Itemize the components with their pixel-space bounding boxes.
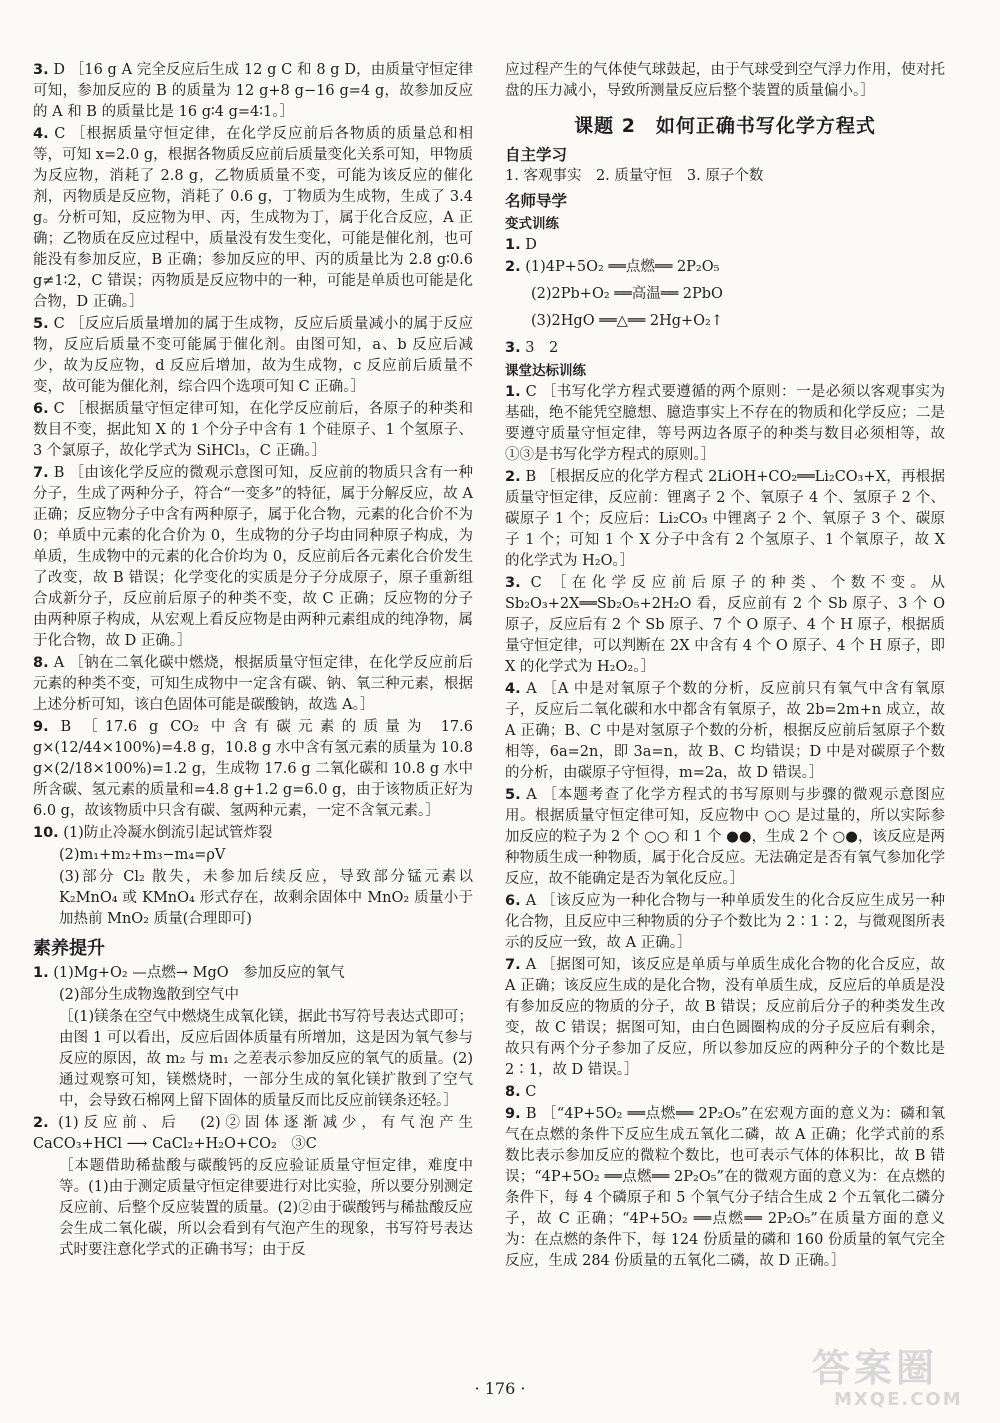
answer-subline: (2)m₁+m₂+m₃−m₄=ρV xyxy=(59,847,226,863)
answer-item xyxy=(33,463,473,652)
answer-item xyxy=(505,1104,945,1272)
item-number: 3. xyxy=(33,62,49,78)
item-number: 4. xyxy=(505,681,521,697)
equation-line: (3)2HgO ══△══ 2Hg+O₂↑ xyxy=(531,313,724,329)
item-text: B ［17.6 g CO₂ 中含有碳元素的质量为 17.6 g×(12/44×100%)=4.8 g，10.8 g 水中含有氢元素的质量为 10.8 g×(2/18×100%)=1.2 g，生成物 17.6 g 二氧化碳和 10.8 g 水中所含碳、氢元素的质量和=4.8 g+1.2 g=6.0 g，由于该物质正好为 6.0 g，故该物质中只含有碳、氢两种元素，一定不含氧元素。］ xyxy=(33,719,473,819)
item-number: 9. xyxy=(505,1106,521,1122)
item-text: A ［该反应为一种化合物与一种单质发生的化合反应生成另一种化合物，且反应中三种物质的分子个数比为 2∶1∶2，与微观图所表示的反应一致，故 A 正确。］ xyxy=(505,893,946,951)
answer-item xyxy=(33,1113,488,1155)
item-number: 3. xyxy=(505,340,521,356)
answer-item xyxy=(33,823,473,844)
answer-item xyxy=(505,573,945,678)
item-number: 8. xyxy=(505,1084,521,1100)
paragraph: 应过程产生的气体使气球鼓起，由于气球受到空气浮力作用，使对托盘的压力减小，导致所测量反应后整个装置的质量偏小。］ xyxy=(505,62,945,99)
answer-item xyxy=(33,399,473,462)
watermark-url: MXQE.COM xyxy=(834,1389,963,1410)
item-number: 1. xyxy=(505,237,521,253)
answer-item xyxy=(33,963,473,984)
item-number: 7. xyxy=(505,957,521,973)
answer-subline: (2)部分生成物逸散到空气中 xyxy=(59,987,240,1003)
item-text: C ［根据质量守恒定律，在化学反应前后各物质的质量总和相等，可知 x=2.0 g，根据各物质反应前后质量变化关系可知，甲物质为反应物，消耗了 2.8 g，乙物质质量不变，可能为该反应的催化剂，丙物质是反应物，消耗了 0.6 g，丁物质为生成物，生成了 3.4 g。分析可知，反应物为甲、丙，生成物为丁，属于化合反应，A 正确；乙物质在反应过程中，质量没有发生变化，可能是催化剂，也可能没有参加反应，B 正确；参加反应的甲、丙的质量比为 2.8 g∶0.6 g≠1∶2，C 错误；丙物质是反应物中的一种，可能是单质也可能是化合物，D 正确。］ xyxy=(33,126,474,310)
answer-item xyxy=(505,235,945,256)
item-number: 8. xyxy=(33,655,49,671)
item-text: C ［反应后质量增加的属于生成物，反应后质量减小的属于反应物，反应后质量不变可能属于催化剂。由图可知，a、b 反应后减少，故为反应物，d 反应后增加，故为生成物，c 反应前后质量不变，故可能为催化剂，综合四个选项可知 C 正确。］ xyxy=(33,316,474,395)
answer-item xyxy=(33,60,473,123)
item-number: 7. xyxy=(33,465,49,481)
item-text: D xyxy=(525,237,537,253)
item-text: B ［根据反应的化学方程式 2LiOH+CO₂══Li₂CO₃+X，再根据质量守恒定律，反应前：锂离子 2 个、氧原子 4 个、氢原子 2 个、碳原子 1 个；反应后：Li₂CO₃ 中锂离子 2 个、氧原子 3 个、碳原子 1 个；可知 1 个 X 分子中含有 2 个氢原子、1 个氧原子，故 X 的化学式为 H₂O。］ xyxy=(505,469,945,569)
watermark-text: 答案圈 xyxy=(812,1346,939,1390)
section-heading: 素养提升 xyxy=(33,938,105,959)
item-number: 2. xyxy=(33,1115,49,1131)
section-heading: 自主学习 xyxy=(505,146,568,164)
item-text: (1)4P+5O₂ ══点燃══ 2P₂O₅ xyxy=(525,259,720,275)
answer-item xyxy=(505,891,945,954)
answer-subline: ［本题借助稀盐酸与碳酸钙的反应验证质量守恒定律，难度中等。(1)由于测定质量守恒定律要进行对比实验，所以要分别测定反应前、后整个反应装置的质量。(2)②由于碳酸钙与稀盐酸反应会生成二氧化碳，所以会看到有气泡产生的现象，书写符号表达式时要注意化学式的正确书写；由于反 xyxy=(59,1158,473,1258)
page-number: · 176 · xyxy=(474,1379,526,1398)
answer-subline: (3)部分 Cl₂ 散失，未参加后续反应，导致部分锰元素以 K₂MnO₄ 或 KMnO₄ 形式存在，故剩余固体中 MnO₂ 质量小于加热前 MnO₂ 质量(合理即可) xyxy=(59,869,473,927)
equation-line: (2)2Pb+O₂ ══高温══ 2PbO xyxy=(531,286,723,302)
item-number: 9. xyxy=(33,719,49,735)
item-number: 10. xyxy=(33,825,59,841)
answer-item xyxy=(33,653,473,716)
answer-item xyxy=(505,785,945,890)
item-number: 2. xyxy=(505,469,521,485)
item-text: (1)反应前、后 (2)②固体逐渐减少，有气泡产生 CaCO₃+HCl ⟶ CaCl₂+H₂O+CO₂ ③C xyxy=(33,1115,488,1152)
paragraph: 1. 客观事实 2. 质量守恒 3. 原子个数 xyxy=(505,168,764,184)
item-number: 6. xyxy=(33,401,49,417)
answer-item xyxy=(505,338,945,359)
item-number: 5. xyxy=(33,316,49,332)
item-number: 4. xyxy=(33,126,49,142)
item-number: 3. xyxy=(505,575,521,591)
item-number: 6. xyxy=(505,893,521,909)
answer-item xyxy=(505,1082,945,1103)
answer-item xyxy=(505,382,945,466)
item-text: 3 2 xyxy=(525,340,559,356)
item-text: B ［由该化学反应的微观示意图可知，反应前的物质只含有一种分子，生成了两种分子，符合“一变多”的特征，属于分解反应，故 A 正确；反应物分子中含有两种原子，属于化合物，元素的化合价不为 0；单质中元素的化合价为 0，生成物的分子均由同种原子构成，为单质，生成物中的元素的化合价均为 0，反应前后各元素化合价发生了改变，故 B 错误；化学变化的实质是分子分成原子，原子重新组合成新分子，反应前后原子的种类不变，故 C 正确；反应物的分子由两种原子构成，从宏观上看反应物是由两种元素组成的纯净物，属于化合物，故 D 正确。］ xyxy=(33,465,474,649)
right-column xyxy=(505,60,945,1273)
sub-heading: 变式训练 xyxy=(505,216,559,232)
item-text: C ［在化学反应前后原子的种类、个数不变。从 Sb₂O₃+2X══Sb₂O₅+2H₂O 看，反应前有 2 个 Sb 原子、3 个 O 原子，反应后有 2 个 Sb 原子、7 个 O 原子、4 个 H 原子，根据质量守恒定律，可以判断在 2X 中含有 4 个 O 原子、4 个 H 原子，即 X 的化学式为 H₂O₂。］ xyxy=(505,575,946,675)
item-text: D ［16 g A 完全反应后生成 12 g C 和 8 g D，由质量守恒定律可知，参加反应的 B 的质量为 12 g+8 g−16 g=4 g，故参加反应的 A 和 B 的质量比是 16 g∶4 g=4∶1。］ xyxy=(33,62,473,120)
answer-item xyxy=(505,467,945,572)
item-text: (1)Mg+O₂ —点燃→ MgO 参加反应的氧气 xyxy=(53,965,345,981)
answer-item xyxy=(505,257,945,278)
item-number: 1. xyxy=(505,384,521,400)
item-number: 1. xyxy=(33,965,49,981)
item-number: 2. xyxy=(505,259,521,275)
item-text: B ［“4P+5O₂ ══点燃══ 2P₂O₅”在宏观方面的意义为：磷和氧气在点燃的条件下反应生成五氧化二磷，故 A 正确；化学式前的系数比表示参加反应的微粒个数比，也可表示气体的体积比，故 B 错误；“4P+5O₂ ══点燃══ 2P₂O₅”在的微观方面的意义为：在点燃的条件下，每 4 个磷原子和 5 个氧气分子结合生成 2 个五氧化二磷分子，故 C 正确；“4P+5O₂ ══点燃══ 2P₂O₅”在质量方面的意义为：在点燃的条件下，每 124 份质量的磷和 160 份质量的氧气完全反应，生成 284 份质量的五氧化二磷，故 D 正确。］ xyxy=(505,1106,946,1269)
item-text: A ［据图可知，该反应是单质与单质生成化合物的化合反应，故 A 正确；该反应生成的是化合物，没有单质生成，反应后的单质是没有参加反应的物质的分子，故 B 错误；反应前后分子的种类发生改变，故 C 错误；据图可知，由白色圆圈构成的分子反应后有剩余，故只有两个分子参加了反应，所以参加反应的两种分子的个数比是 2∶1，故 D 错误。］ xyxy=(505,957,946,1078)
item-text: A ［本题考查了化学方程式的书写原则与步骤的微观示意图应用。根据质量守恒定律可知，反应物中 ○○ 是过量的，所以实际参加反应的粒子为 2 个 ○○ 和 1 个 ●●，生成 2 个 ○●，该反应是两种物质生成一种物质，属于化合反应。无法确定是否有氧气参加化学反应，故不能确定是否为氧化反应。］ xyxy=(505,787,945,887)
answer-item xyxy=(33,314,473,398)
item-text: (1)防止冷凝水倒流引起试管炸裂 xyxy=(63,825,273,841)
answer-item xyxy=(33,717,473,822)
item-text: A ［A 中是对氧原子个数的分析，反应前只有氧气中含有氧原子，反应后二氧化碳和水中都含有氧原子，故 2b=2m+n 成立，故 A 正确；B、C 中是对氢原子个数的分析，根据反应前后氢原子个数相等，6a=2n，即 3a=n，故 B、C 均错误；D 中是对碳原子个数的分析，由碳原子守恒得，m=2a，故 D 错误。］ xyxy=(505,681,945,781)
item-text: C ［根据质量守恒定律可知，在化学反应前后，各原子的种类和数目不变，据此知 X 的 1 个分子中含有 1 个硅原子、1 个氢原子、3 个氯原子，故化学式为 SiHCl₃，C 正确。］ xyxy=(33,401,474,459)
answer-subline: ［(1)镁条在空气中燃烧生成氧化镁，据此书写符号表达式即可；由图 1 可以看出，反应后固体质量有所增加，这是因为氧气参与反应的原因，故 m₂ 与 m₁ 之差表示参加反应的氧气的质量。(2)通过观察可知，镁燃烧时，一部分生成的氧化镁扩散到了空气中，会导致石棉网上留下固体的质量反而比反应前镁条还轻。］ xyxy=(59,1009,473,1109)
answer-item xyxy=(33,124,473,313)
item-number: 5. xyxy=(505,787,521,803)
item-text: A ［钠在二氧化碳中燃烧，根据质量守恒定律，在化学反应前后元素的种类不变，可知生成物中一定含有碳、钠、氧三种元素，根据上述分析可知，该白色固体可能是碳酸钠，故选 A。］ xyxy=(33,655,474,713)
left-column xyxy=(33,60,488,1262)
section-heading: 名师导学 xyxy=(505,192,568,210)
answer-item xyxy=(505,955,945,1081)
watermark-logo xyxy=(812,1347,982,1413)
sub-heading: 课堂达标训练 xyxy=(505,363,586,379)
answer-item xyxy=(505,679,945,784)
item-text: C xyxy=(525,1084,537,1100)
item-text: C ［书写化学方程式要遵循的两个原则：一是必须以客观事实为基础，绝不能凭空臆想、臆造事实上不存在的物质和化学反应；二是要遵守质量守恒定律，等号两边各原子的种类与数目必须相等，故①③是书写化学方程式的原则。］ xyxy=(505,384,946,463)
lesson-title: 课题 2 如何正确书写化学方程式 xyxy=(574,115,876,137)
